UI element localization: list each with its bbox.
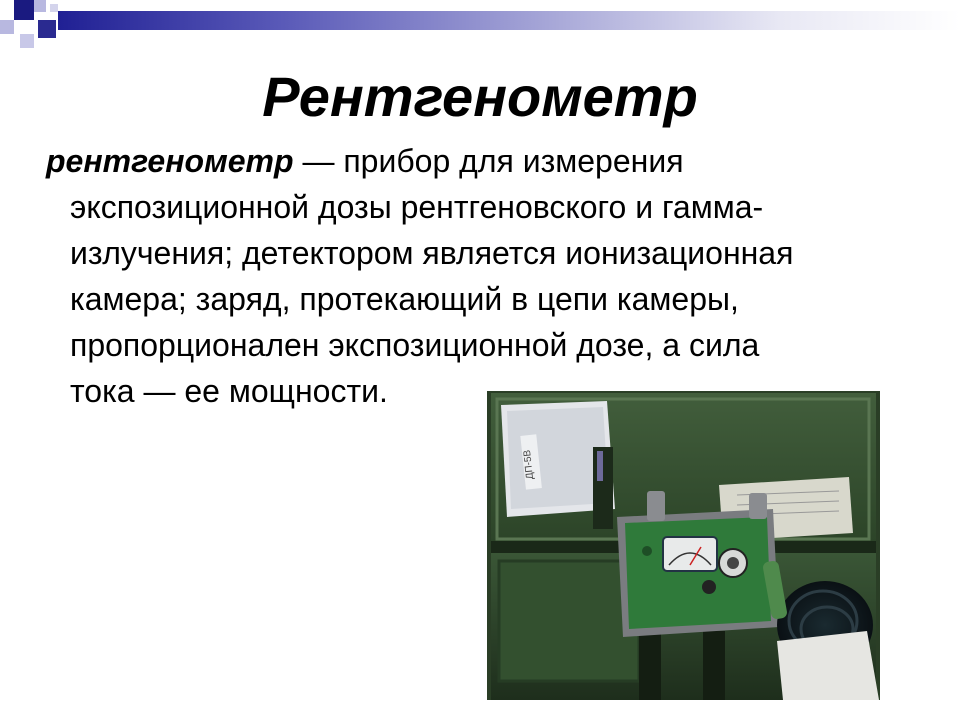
decor-square-light — [50, 4, 58, 12]
definition-first-line: — прибор для измерения — [293, 143, 684, 179]
decor-square-light — [0, 20, 14, 34]
definition-text — [46, 138, 926, 414]
decor-square-light — [34, 0, 46, 12]
decor-square-light — [20, 34, 34, 48]
photo-device-label: ДП-5В — [521, 449, 536, 480]
title-bar — [58, 11, 960, 30]
definition-line: камера; заряд, протекающий в цепи камеры, — [70, 281, 739, 317]
definition-line: тока — ее мощности. — [70, 373, 388, 409]
definition-line: экспозиционной дозы рентгеновского и гамма- — [70, 189, 764, 225]
definition-term: рентгенометр — [46, 143, 294, 179]
page-title: Рентгенометр — [262, 65, 698, 128]
decor-square-dark — [14, 0, 34, 20]
decor-square-dark — [38, 20, 56, 38]
definition-line: излучения; детектором является ионизационная — [70, 235, 794, 271]
roentgenometer-photo — [487, 391, 880, 700]
definition-line: пропорционален экспозиционной дозе, а сила — [70, 327, 760, 363]
